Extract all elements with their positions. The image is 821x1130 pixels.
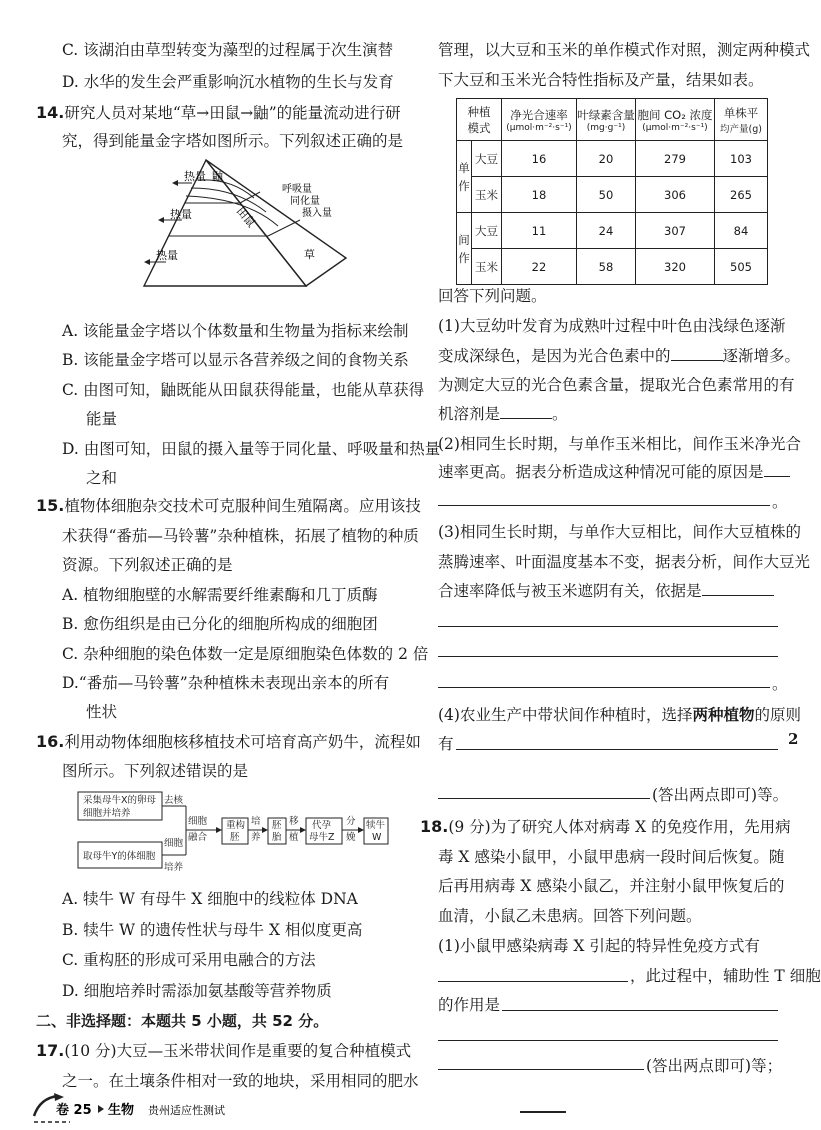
- answer-blank-pigment[interactable]: [671, 346, 723, 361]
- q14-option-d-line2: 之和: [86, 469, 118, 487]
- q17-part4-end: (答出两点即可)等。: [652, 786, 789, 804]
- footer-rule: [520, 1110, 566, 1113]
- q17-part1-line2: [438, 346, 800, 366]
- cell-net: 18: [502, 177, 577, 213]
- flow-transfer-line2: 植: [289, 832, 299, 843]
- q17-part4-text-c: 的原则: [754, 706, 801, 724]
- q14-option-c-line2: 能量: [86, 410, 118, 428]
- answer-line-reason[interactable]: [438, 504, 770, 506]
- q18-stem-text1: (9 分)为了研究人体对病毒 X 的免疫作用，先用病: [448, 818, 791, 836]
- q16-option-d: D. 细胞培养时需添加氨基酸等营养物质: [62, 982, 332, 1000]
- header-chl-line1: 叶绿素含量: [577, 107, 635, 122]
- flow-culture-line1: 细胞: [164, 838, 184, 849]
- pyramid-heat-label-2: 热量: [170, 208, 192, 221]
- flow-birth-line1: 分: [346, 816, 356, 827]
- q17-part2-line2: [438, 462, 790, 482]
- answer-line-th-role-1[interactable]: [502, 1009, 778, 1011]
- cell-crop: 大豆: [472, 213, 502, 249]
- q17-part1-line4-text: 机溶剂是: [438, 405, 501, 423]
- q16-stem-line1: [36, 732, 421, 752]
- pyramid-heat-label-3: 热量: [156, 249, 178, 262]
- table-header-row: [457, 99, 768, 141]
- q18-stem-line1: [420, 817, 791, 837]
- q14-option-a: A. 该能量金字塔以个体数量和生物量为指标来绘制: [62, 322, 409, 340]
- table-row: [457, 213, 768, 249]
- answer-blank-solvent[interactable]: [500, 404, 552, 419]
- header-yield-line2: 均产量(g): [720, 123, 762, 135]
- flow-surrogate-line1: 代孕: [312, 820, 332, 831]
- q18-part1-line1: (1)小鼠甲感染病毒 X 引起的特异性免疫方式有: [438, 937, 760, 955]
- flow-culture2-line1: 培: [251, 816, 261, 827]
- answer-line-th-role-3[interactable]: [438, 1068, 644, 1070]
- header-net-line2: (μmol·m⁻²·s⁻¹): [506, 122, 572, 133]
- pyramid-heat-label-1: 热量: [184, 170, 206, 183]
- q18-number: 18.: [420, 817, 449, 836]
- flow-embryo-line1: 重构: [226, 820, 246, 831]
- cell-crop: 玉米: [472, 177, 502, 213]
- flow-enucleate-label: 去核: [164, 795, 184, 806]
- flow-culture-line2: 培养: [164, 862, 184, 873]
- q17-cont-line2: 下大豆和玉米光合特性指标及产量，结果如表。: [438, 71, 764, 89]
- q17-part4-line2: 有: [438, 735, 454, 753]
- q18-stem-line4: 血清，小鼠乙未患病。回答下列问题。: [438, 907, 702, 925]
- q16-option-c: C. 重构胚的形成可采用电融合的方法: [62, 951, 316, 969]
- nuclear-transfer-flowchart: [76, 790, 408, 880]
- photosynthesis-table: [456, 98, 768, 285]
- flow-fusion-line1: 细胞: [188, 816, 208, 827]
- q18-part1-end: (答出两点即可)等；: [646, 1057, 783, 1075]
- q15-stem-text1: 植物体细胞杂交技术可克服种间生殖隔离。应用该技: [64, 497, 421, 515]
- answer-line-basis-2[interactable]: [438, 655, 778, 657]
- header-yield: [715, 99, 768, 141]
- answer-line-basis-3[interactable]: [438, 686, 770, 688]
- q14-stem-line2: 究，得到能量金字塔如图所示。下列叙述正确的是: [62, 132, 404, 150]
- pyramid-weasel-label: 鼬: [212, 170, 223, 183]
- flow-embryo-line2: 胚: [230, 832, 240, 843]
- cell-yield: 84: [715, 213, 768, 249]
- q16-stem-text1: 利用动物体细胞核移植技术可培育高产奶牛，流程如: [64, 733, 421, 751]
- q17-part1-line1: (1)大豆幼叶发育为成熟叶过程中叶色由浅绿色逐渐: [438, 317, 786, 335]
- flow-box2-label: 取母牛Y的体细胞: [83, 851, 156, 862]
- energy-pyramid-figure: [136, 158, 376, 308]
- q17-part2-line1: (2)相同生长时期，与单作玉米相比，间作玉米净光合: [438, 435, 801, 453]
- header-mode-line2: 模式: [467, 120, 491, 135]
- cell-chl: 20: [577, 141, 636, 177]
- q14-option-c-line1: C. 由图可知，鼬既能从田鼠获得能量，也能从草获得: [62, 381, 425, 399]
- section-heading-nonchoice: 二、非选择题：本题共 5 小题，共 52 分。: [36, 1012, 329, 1030]
- q17-part1-line4: [438, 404, 568, 424]
- cell-yield: 265: [715, 177, 768, 213]
- q17-part1-line2-tail: 逐渐增多。: [722, 347, 801, 365]
- q17-part2-end: 。: [772, 493, 788, 511]
- q15-option-b: B. 愈伤组织是由已分化的细胞所构成的细胞团: [62, 615, 378, 633]
- row-group-inter: 间作: [457, 213, 472, 285]
- q14-stem-line1: [36, 103, 401, 123]
- pyramid-intake-label: 摄入量: [302, 208, 332, 219]
- q17-part1-line4-tail: 。: [552, 405, 568, 423]
- answer-line-basis-1[interactable]: [438, 625, 778, 627]
- cell-chl: 24: [577, 213, 636, 249]
- header-chlorophyll: [577, 99, 636, 141]
- flow-calf-line1: 犊牛: [366, 820, 386, 831]
- footer-swoosh-icon: [34, 1096, 58, 1116]
- q17-part3-line3-text: 合速率降低与被玉米遮阴有关，依据是: [438, 582, 702, 600]
- q16-option-b: B. 犊牛 W 的遗传性状与母牛 X 相似度更高: [62, 921, 363, 939]
- flow-early-line1: 胚: [272, 820, 282, 831]
- footer-volume-label: 卷 25: [56, 1103, 92, 1118]
- q17-part3-end: 。: [772, 675, 788, 693]
- q18-part1-line3: 的作用是: [438, 996, 501, 1014]
- q16-stem-line2: 图所示。下列叙述错误的是: [62, 762, 249, 780]
- cell-net: 16: [502, 141, 577, 177]
- answer-line-th-role-2[interactable]: [438, 1039, 778, 1041]
- answer-line-immunity[interactable]: [438, 980, 628, 982]
- pyramid-vole-label: 田鼠: [233, 204, 258, 230]
- q14-option-d-line1: D. 由图可知，田鼠的摄入量等于同化量、呼吸量和热量: [62, 440, 441, 458]
- flow-box1-line1: 采集母牛X的卵母: [83, 795, 157, 806]
- q17-part2-line2-text: 速率更高。据表分析造成这种情况可能的原因是: [438, 463, 764, 481]
- answer-line-principle-2[interactable]: [438, 797, 650, 799]
- flow-fusion-line2: 融合: [188, 832, 208, 843]
- header-mode: [457, 99, 502, 141]
- q15-option-d-line2: 性状: [86, 703, 118, 721]
- table-row: [457, 249, 768, 285]
- page-number: 2: [788, 730, 799, 748]
- flow-transfer-line1: 移: [289, 816, 299, 827]
- header-net-line1: 净光合速率: [510, 107, 568, 122]
- q15-option-a: A. 植物细胞壁的水解需要纤维素酶和几丁质酶: [62, 586, 378, 604]
- answer-line-principle-1[interactable]: [456, 748, 778, 750]
- header-co2-line1: 胞间 CO₂ 浓度: [637, 107, 713, 122]
- q17-part1-line2-text: 变成深绿色，是因为光合色素中的: [438, 347, 671, 365]
- flow-early-line2: 胎: [272, 832, 282, 843]
- q17-part3-line1: (3)相同生长时期，与单作大豆相比，间作大豆植株的: [438, 523, 801, 541]
- cell-net: 22: [502, 249, 577, 285]
- header-co2-line2: (μmol·m⁻²·s⁻¹): [642, 122, 708, 133]
- cell-yield: 103: [715, 141, 768, 177]
- cell-chl: 58: [577, 249, 636, 285]
- cell-co2: 306: [636, 177, 715, 213]
- table-row: [457, 177, 768, 213]
- q18-part1-line2: ，此过程中，辅助性 T 细胞: [630, 967, 821, 985]
- q13-option-c: C. 该湖泊由草型转变为藻型的过程属于次生演替: [62, 41, 394, 59]
- cell-co2: 307: [636, 213, 715, 249]
- q17-cont-line1: 管理，以大豆和玉米的单作模式作对照，测定两种模式: [438, 41, 811, 59]
- answer-intro: 回答下列问题。: [438, 287, 547, 305]
- header-mode-line1: 种植: [467, 104, 491, 119]
- header-yield-line1: 单株平: [723, 105, 759, 120]
- flow-calf-line2: W: [372, 832, 382, 843]
- cell-crop: 玉米: [472, 249, 502, 285]
- pyramid-respiration-label: 呼吸量: [282, 184, 312, 195]
- q18-stem-line3: 后再用病毒 X 感染小鼠乙，并注射小鼠甲恢复后的: [438, 877, 785, 895]
- footer-subject: 生物: [108, 1103, 135, 1118]
- q13-option-d: D. 水华的发生会严重影响沉水植物的生长与发育: [62, 73, 394, 91]
- q15-number: 15.: [36, 496, 65, 515]
- q14-option-b: B. 该能量金字塔可以显示各营养级之间的食物关系: [62, 351, 409, 369]
- q15-option-d-line1: D.“番茄—马铃薯”杂种植株未表现出亲本的所有: [62, 674, 390, 692]
- answer-blank-basis-start[interactable]: [702, 581, 774, 596]
- cell-net: 11: [502, 213, 577, 249]
- header-net-rate: [502, 99, 577, 141]
- q16-number: 16.: [36, 732, 65, 751]
- flow-culture2-line2: 养: [251, 832, 261, 843]
- q17-part4-text-emphasis: 两种植物: [692, 705, 755, 724]
- header-co2: [636, 99, 715, 141]
- pyramid-grass-label: 草: [304, 248, 315, 261]
- q15-stem-line2: 术获得“番茄—马铃薯”杂种植株，拓展了植物的种质: [62, 527, 419, 545]
- cell-co2: 279: [636, 141, 715, 177]
- cell-yield: 505: [715, 249, 768, 285]
- flow-birth-line2: 娩: [346, 832, 356, 843]
- q17-part4-line1: [438, 705, 801, 725]
- flow-box1-line2: 细胞并培养: [83, 808, 131, 819]
- q15-stem-line1: [36, 496, 421, 516]
- q17-part3-line3: [438, 581, 774, 601]
- q17-stem-line2: 之一。在土壤条件相对一致的地块，采用相同的肥水: [62, 1072, 419, 1090]
- q17-part3-line2: 蒸腾速率、叶面温度基本不变，据表分析，间作大豆光: [438, 553, 811, 571]
- q17-part4-text-a: (4)农业生产中带状间作种植时，选择: [438, 706, 693, 724]
- q17-stem-line1: [36, 1041, 411, 1061]
- row-group-mono: 单作: [457, 141, 472, 213]
- cell-crop: 大豆: [472, 141, 502, 177]
- answer-blank-reason-start[interactable]: [764, 462, 790, 477]
- flow-surrogate-line2: 母牛Z: [309, 832, 335, 843]
- pyramid-assimilation-label: 同化量: [290, 196, 320, 207]
- table-row: [457, 141, 768, 177]
- q18-stem-line2: 毒 X 感染小鼠甲，小鼠甲患病一段时间后恢复。随: [438, 848, 785, 866]
- q16-option-a: A. 犊牛 W 有母牛 X 细胞中的线粒体 DNA: [62, 890, 358, 908]
- footer-series: 贵州适应性测试: [148, 1104, 225, 1117]
- q17-part1-line3: 为测定大豆的光合色素含量，提取光合色素常用的有: [438, 376, 795, 394]
- q14-number: 14.: [36, 103, 65, 122]
- q15-stem-line3: 资源。下列叙述正确的是: [62, 556, 233, 574]
- q17-number: 17.: [36, 1041, 65, 1060]
- page-footer: [30, 1092, 280, 1126]
- cell-chl: 50: [577, 177, 636, 213]
- cell-co2: 320: [636, 249, 715, 285]
- q15-option-c: C. 杂种细胞的染色体数一定是原细胞染色体数的 2 倍: [62, 645, 429, 663]
- q17-stem-text1: (10 分)大豆—玉米带状间作是重要的复合种植模式: [64, 1042, 412, 1060]
- q14-stem-text1: 研究人员对某地“草→田鼠→鼬”的能量流动进行研: [64, 104, 401, 122]
- header-chl-line2: (mg·g⁻¹): [586, 122, 626, 133]
